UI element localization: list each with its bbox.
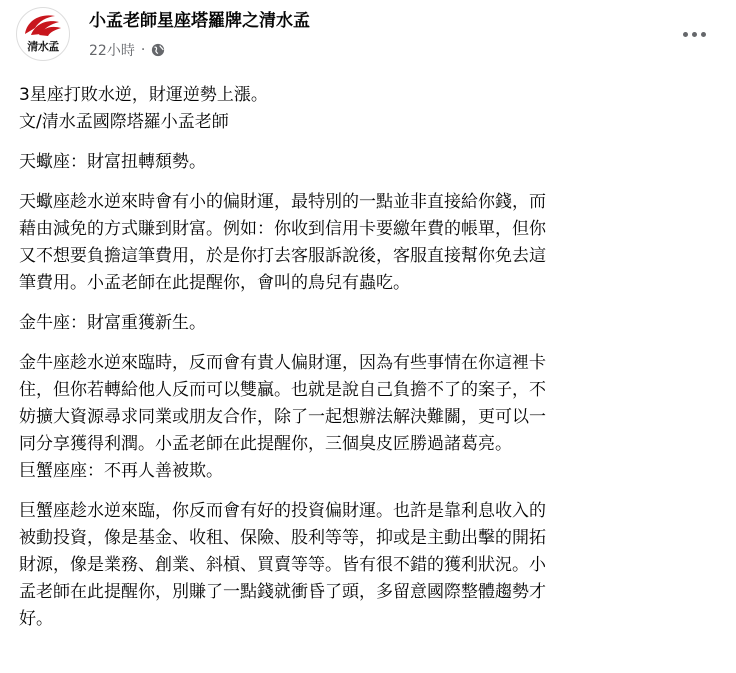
timestamp-link[interactable]: 22小時: [89, 43, 135, 59]
post-paragraph: 金牛座：財富重獲新生。: [19, 313, 206, 333]
page-name-link[interactable]: 小孟老師星座塔羅牌之清水孟: [89, 11, 310, 31]
post-paragraph: 天蠍座趁水逆來時會有小的偏財運，最特別的一點並非直接給你錢，而 藉由減免的方式賺到財富。例如：你收到信用卡要繳年費的帳單，但你 又不想要負擔這筆費用，於是你打去客服訴說後，客服直接幫你免去這 筆費用。小孟老師在此提醒你，會叫的鳥兒有蟲吃。: [19, 192, 546, 293]
post-paragraph: 巨蟹座座：不再人善被欺。: [19, 461, 223, 481]
post-paragraph: 金牛座趁水逆來臨時，反而會有貴人偏財運，因為有些事情在你這裡卡 住，但你若轉給他人反而可以雙贏。也就是說自己負擔不了的案子，不 妨擴大資源尋求同業或朋友合作，除了一起想辦法解決難關，更可以一 同分享獲得利潤。小孟老師在此提醒你，三個臭皮匠勝過諸葛亮。: [19, 353, 546, 454]
more-options-button[interactable]: [678, 22, 710, 46]
avatar[interactable]: [16, 7, 70, 61]
post-paragraph: 巨蟹座趁水逆來臨，你反而會有好的投資偏財運。也許是靠利息收入的 被動投資，像是基金、收租、保險、股利等等，抑或是主動出擊的開拓 財源，像是業務、創業、斜槓、買賣等等。皆有很不錯的獲利狀況。小 孟老師在此提醒你，別賺了一點錢就衝昏了頭，多留意國際整體趨勢才 好。: [19, 501, 546, 629]
more-dots-icon: [683, 32, 688, 37]
post-header: [0, 0, 736, 68]
globe-icon[interactable]: [151, 43, 165, 57]
post-paragraph: 3星座打敗水逆，財運逆勢上漲。 文/清水孟國際塔羅小孟老師: [19, 85, 268, 132]
post-meta: [89, 40, 165, 60]
post-paragraph: 天蠍座：財富扭轉頹勢。: [19, 152, 206, 172]
post-body: [19, 82, 721, 646]
avatar-text: 清水孟: [27, 40, 59, 53]
meta-separator: ·: [140, 42, 146, 58]
